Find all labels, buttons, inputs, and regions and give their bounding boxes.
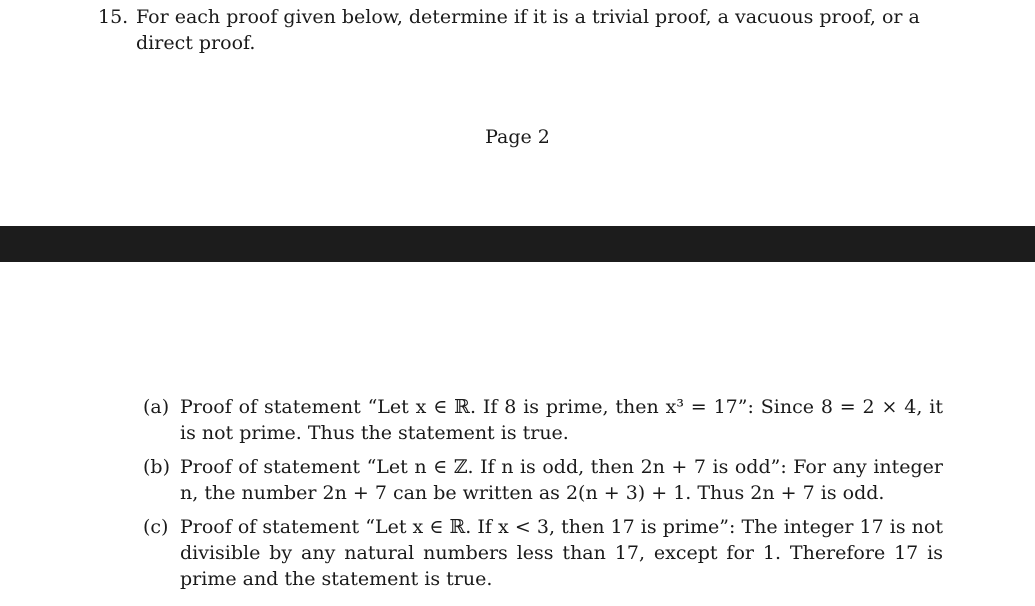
part-text: Proof of statement “Let n ∈ ℤ. If n is odd, then 2n + 7 is odd”: For any integer n, the number 2n + 7 can be written as 2(n + 3) + 1. Thus 2n + 7 is odd. — [180, 456, 943, 504]
part-text: Proof of statement “Let x ∈ ℝ. If 8 is prime, then x³ = 17”: Since 8 = 2 × 4, it is not prime. Thus the statement is true. — [180, 396, 943, 444]
problem-number: 15. — [98, 6, 129, 28]
part-label: (b) — [143, 456, 170, 478]
proof-part-c — [143, 514, 943, 592]
proof-part-b — [143, 454, 943, 506]
problem-text: For each proof given below, determine if it is a trivial proof, a vacuous proof, or a direct proof. — [136, 6, 920, 54]
problem-statement — [98, 4, 948, 56]
part-label: (c) — [143, 516, 169, 538]
page-label: Page 2 — [485, 126, 550, 148]
part-label: (a) — [143, 396, 170, 418]
part-text: Proof of statement “Let x ∈ ℝ. If x < 3, then 17 is prime”: The integer 17 is not divisible by any natural numbers less than 17, except for 1. Therefore 17 is prime and the statement is true. — [180, 516, 943, 590]
proof-part-a — [143, 394, 943, 446]
page-divider-bar — [0, 226, 1035, 262]
proof-parts-list — [143, 394, 943, 600]
